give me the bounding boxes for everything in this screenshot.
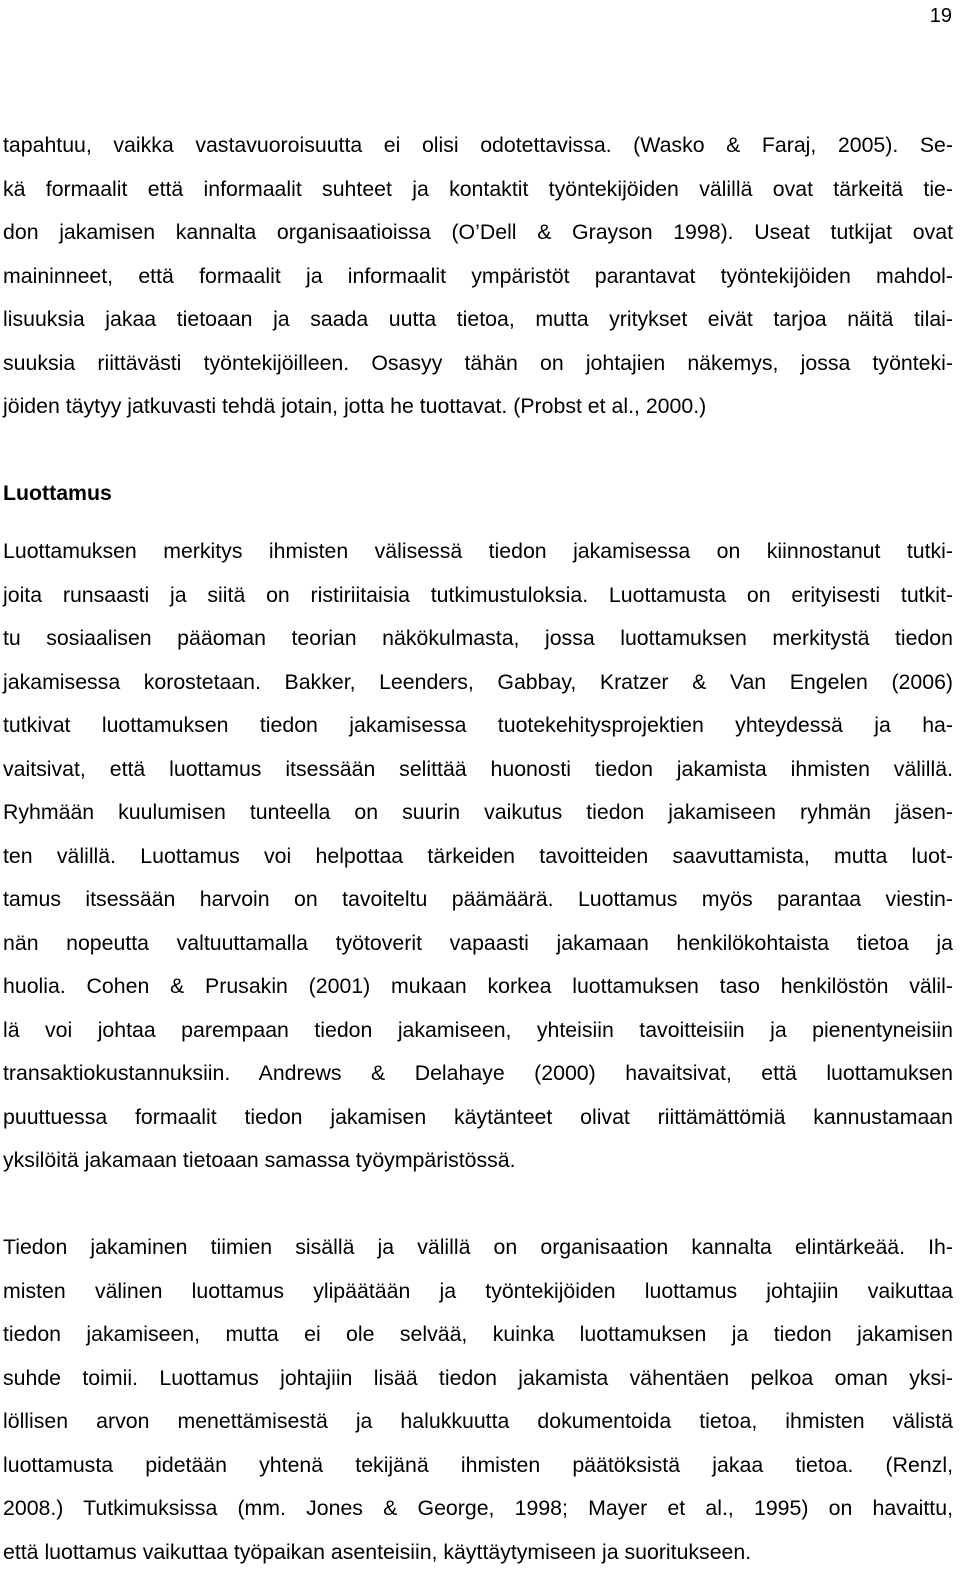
text-line: yksilöitä jakamaan tietoaan samassa työympäristössä. bbox=[3, 1148, 516, 1172]
text-line: tiedon jakamiseen, mutta ei ole selvää, kuinka luottamuksen ja tiedon jakamisen bbox=[3, 1322, 953, 1346]
text-line: tapahtuu, vaikka vastavuoroisuutta ei olisi odotettavissa. (Wasko & Faraj, 2005). Se- bbox=[3, 133, 953, 157]
page-number: 19 bbox=[929, 5, 952, 27]
text-line: maininneet, että formaalit ja informaalit ympäristöt parantavat työntekijöiden mahdol- bbox=[3, 263, 953, 288]
text-line: että luottamus vaikuttaa työpaikan asenteisiin, käyttäytymiseen ja suoritukseen. bbox=[3, 1539, 752, 1564]
text-line: huolia. Cohen & Prusakin (2001) mukaan korkea luottamuksen taso henkilöstön välil- bbox=[3, 974, 953, 998]
text-line: lä voi johtaa parempaan tiedon jakamiseen, yhteisiin tavoitteisiin ja pienentyneisiin bbox=[3, 1017, 953, 1042]
text-line: jöiden täytyy jatkuvasti tehdä jotain, jotta he tuottavat. (Probst et al., 2000.) bbox=[3, 394, 707, 418]
section-heading: Luottamus bbox=[3, 481, 112, 505]
text-line: suuksia riittävästi työntekijöilleen. Osasyy tähän on johtajien näkemys, jossa työnteki- bbox=[3, 350, 953, 375]
text-line: nän nopeutta valtuuttamalla työtoverit vapaasti jakamaan henkilökohtaista tietoa ja bbox=[3, 930, 953, 955]
text-line: tamus itsessään harvoin on tavoiteltu päämäärä. Luottamus myös parantaa viestin- bbox=[3, 887, 953, 911]
text-line: don jakamisen kannalta organisaatioissa (O’Dell & Grayson 1998). Useat tutkijat ovat bbox=[3, 220, 953, 244]
text-line: misten välinen luottamus ylipäätään ja työntekijöiden luottamus johtajiin vaikuttaa bbox=[3, 1278, 953, 1303]
paragraph-intro bbox=[3, 124, 953, 429]
text-line: Luottamuksen merkitys ihmisten välisessä tiedon jakamisessa on kiinnostanut tutki- bbox=[3, 539, 953, 563]
text-line: lisuuksia jakaa tietoaan ja saada uutta tietoa, mutta yritykset eivät tarjoa näitä tilai- bbox=[3, 307, 953, 331]
text-line: 2008.) Tutkimuksissa (mm. Jones & George, 1998; Mayer et al., 1995) on havaittu, bbox=[3, 1496, 953, 1520]
text-line: jakamisessa korostetaan. Bakker, Leenders, Gabbay, Kratzer & Van Engelen (2006) bbox=[3, 669, 953, 694]
text-line: suhde toimii. Luottamus johtajiin lisää tiedon jakamista vähentäen pelkoa oman yksi- bbox=[3, 1365, 953, 1390]
text-line: tutkivat luottamuksen tiedon jakamisessa tuotekehitysprojektien yhteydessä ja ha- bbox=[3, 713, 953, 737]
text-line: puuttuessa formaalit tiedon jakamisen käytänteet olivat riittämättömiä kannustamaan bbox=[3, 1104, 953, 1129]
text-line: joita runsaasti ja siitä on ristiriitaisia tutkimustuloksia. Luottamusta on erityisesti tutkit- bbox=[3, 582, 953, 607]
text-line: löllisen arvon menettämisestä ja halukkuutta dokumentoida tietoa, ihmisten välistä bbox=[3, 1409, 953, 1433]
text-line: vaitsivat, että luottamus itsessään selittää huonosti tiedon jakamista ihmisten välillä. bbox=[3, 756, 953, 781]
text-line: ten välillä. Luottamus voi helpottaa tärkeiden tavoitteiden saavuttamista, mutta luot- bbox=[3, 843, 953, 868]
paragraph-knowledge-sharing bbox=[3, 1226, 953, 1574]
text-line: Ryhmään kuulumisen tunteella on suurin vaikutus tiedon jakamiseen ryhmän jäsen- bbox=[3, 800, 953, 824]
text-line: Tiedon jakaminen tiimien sisällä ja välillä on organisaation kannalta elintärkeää. Ih- bbox=[3, 1235, 953, 1259]
text-line: tu sosiaalisen pääoman teorian näkökulmasta, jossa luottamuksen merkitystä tiedon bbox=[3, 626, 953, 650]
text-line: luottamusta pidetään yhtenä tekijänä ihmisten päätöksistä jakaa tietoa. (Renzl, bbox=[3, 1452, 953, 1477]
text-line: kä formaalit että informaalit suhteet ja kontaktit työntekijöiden välillä ovat tärkeitä tie- bbox=[3, 176, 953, 201]
text-line: transaktiokustannuksiin. Andrews & Delahaye (2000) havaitsivat, että luottamuksen bbox=[3, 1061, 953, 1085]
paragraph-trust bbox=[3, 530, 953, 1183]
